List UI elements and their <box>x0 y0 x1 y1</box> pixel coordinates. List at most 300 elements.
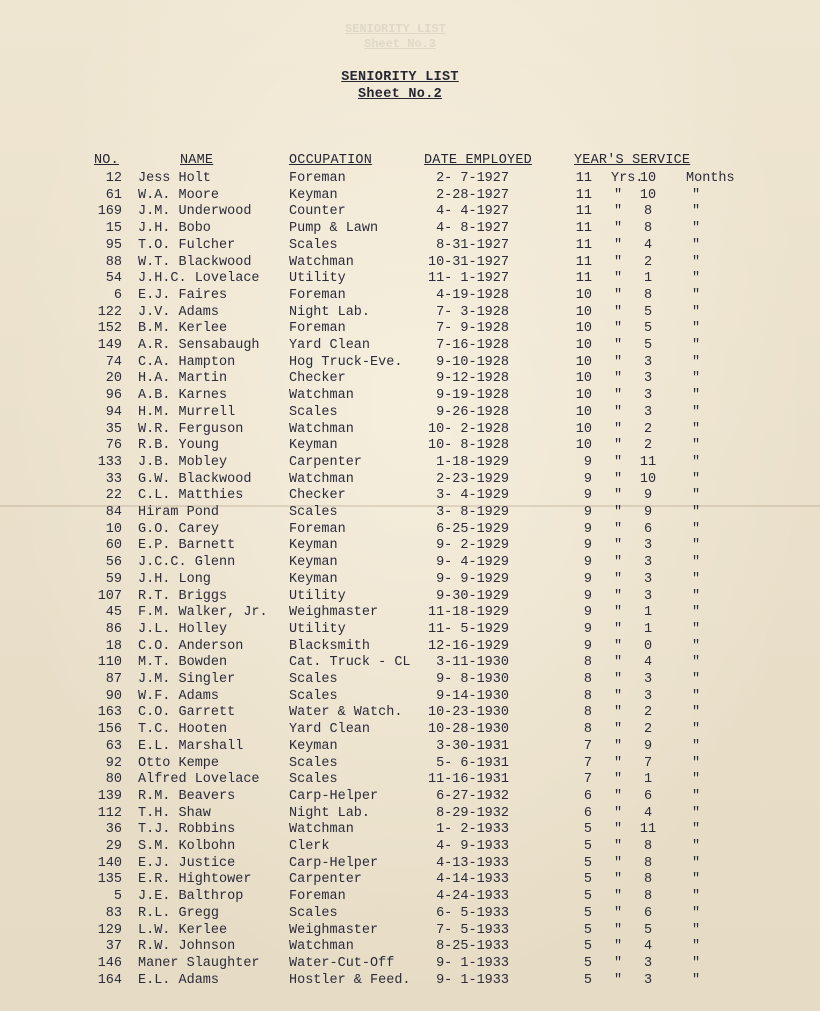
table-row <box>0 722 820 738</box>
months-unit: " <box>691 722 701 738</box>
employee-number: 107 <box>97 588 122 604</box>
employee-name: R.W. Johnson <box>138 939 236 955</box>
employee-number: 60 <box>105 538 122 554</box>
employee-name: T.C. Hooten <box>138 722 228 738</box>
employee-number: 139 <box>97 788 122 804</box>
date-employed: 10- 8-1928 <box>427 438 509 454</box>
years-count: 10 <box>575 388 592 404</box>
employee-name: H.M. Murrell <box>138 404 236 420</box>
years-unit: " <box>613 705 623 721</box>
occupation: Checker <box>289 371 346 387</box>
employee-number: 36 <box>105 822 122 838</box>
employee-name: L.W. Kerlee <box>138 922 228 938</box>
months-count: 0 <box>643 638 653 654</box>
occupation: Carpenter <box>289 872 362 888</box>
employee-name: C.O. Garrett <box>138 705 236 721</box>
employee-number: 169 <box>97 204 122 220</box>
document-title: SENIORITY LIST <box>341 70 459 85</box>
employee-number: 122 <box>97 304 122 320</box>
years-count: 5 <box>583 855 592 871</box>
occupation: Utility <box>289 621 346 637</box>
years-unit: " <box>613 538 623 554</box>
years-count: 8 <box>583 705 592 721</box>
months-count: 4 <box>643 939 653 955</box>
years-unit: " <box>613 889 623 905</box>
years-count: 5 <box>583 905 592 921</box>
employee-name: E.J. Justice <box>138 855 236 871</box>
date-employed: 8-29-1932 <box>436 805 509 821</box>
years-count: 8 <box>583 688 592 704</box>
months-unit: " <box>691 471 701 487</box>
date-employed: 11- 1-1927 <box>427 271 509 287</box>
months-count: 8 <box>643 889 653 905</box>
employee-number: 37 <box>105 939 122 955</box>
years-unit: " <box>613 621 623 637</box>
date-employed: 5- 6-1931 <box>436 755 509 771</box>
employee-number: 92 <box>105 755 122 771</box>
years-unit: " <box>613 788 623 804</box>
table-row <box>0 973 820 989</box>
table-row <box>0 856 820 872</box>
employee-name: C.O. Anderson <box>138 638 244 654</box>
date-employed: 1- 2-1933 <box>436 822 509 838</box>
employee-number: 56 <box>105 555 122 571</box>
employee-number: 61 <box>105 187 122 203</box>
employee-number: 29 <box>105 839 122 854</box>
occupation: Hostler & Feed. <box>289 972 411 988</box>
months-unit: " <box>691 521 701 537</box>
occupation: Cat. Truck - CL <box>289 655 411 671</box>
employee-name: T.O. Fulcher <box>138 237 236 253</box>
employee-number: 33 <box>105 471 122 487</box>
months-unit: " <box>691 538 701 554</box>
occupation: Water & Watch. <box>289 705 403 721</box>
employee-name: T.J. Robbins <box>138 822 236 838</box>
years-unit: " <box>613 304 623 320</box>
years-unit: " <box>613 605 623 621</box>
employee-name: H.A. Martin <box>138 371 228 387</box>
employee-name: Maner Slaughter <box>138 955 260 971</box>
years-unit: " <box>613 772 623 788</box>
years-unit: " <box>613 321 623 337</box>
months-unit: " <box>691 655 701 671</box>
date-employed: 3- 8-1929 <box>436 505 509 520</box>
employee-name: R.T. Briggs <box>138 588 228 604</box>
occupation: Counter <box>289 204 346 220</box>
date-employed: 4- 4-1927 <box>436 204 509 220</box>
employee-name: W.T. Blackwood <box>138 254 252 270</box>
months-count: 9 <box>643 738 653 754</box>
months-unit: " <box>691 939 701 955</box>
occupation: Night Lab. <box>289 805 371 821</box>
years-unit: " <box>613 388 623 404</box>
employee-number: 18 <box>105 638 122 654</box>
employee-number: 94 <box>105 404 122 420</box>
months-count: 6 <box>643 905 653 921</box>
employee-number: 22 <box>105 488 122 504</box>
months-count: 3 <box>643 955 653 971</box>
years-count: 10 <box>575 338 592 353</box>
employee-number: 20 <box>105 371 122 387</box>
employee-number: 6 <box>113 287 122 303</box>
months-unit: " <box>691 638 701 654</box>
years-unit: " <box>613 187 623 203</box>
years-count: 9 <box>583 471 592 487</box>
months-unit: " <box>691 839 701 854</box>
employee-number: 54 <box>105 271 122 287</box>
employee-name: C.A. Hampton <box>138 354 236 370</box>
months-unit: " <box>691 287 701 303</box>
years-count: 7 <box>583 755 592 771</box>
table-row <box>0 689 820 705</box>
employee-number: 10 <box>105 521 122 537</box>
years-count: 5 <box>583 839 592 854</box>
months-unit: " <box>691 271 701 287</box>
years-unit: " <box>613 672 623 687</box>
years-count: 5 <box>583 955 592 971</box>
table-row <box>0 204 820 220</box>
employee-name: Jess Holt <box>138 171 211 186</box>
occupation: Watchman <box>289 939 354 955</box>
occupation: Carp-Helper <box>289 855 379 871</box>
date-employed: 3-11-1930 <box>436 655 509 671</box>
months-count: 8 <box>643 872 653 888</box>
employee-name: J.C.C. Glenn <box>138 555 236 571</box>
employee-name: J.L. Holley <box>138 621 228 637</box>
months-count: 3 <box>643 538 653 554</box>
employee-name: Otto Kempe <box>138 755 220 771</box>
years-count: 11 <box>575 221 592 237</box>
occupation: Keyman <box>289 438 338 454</box>
years-unit: " <box>613 688 623 704</box>
years-unit: " <box>613 655 623 671</box>
years-unit: " <box>613 972 623 988</box>
occupation: Scales <box>289 905 338 921</box>
date-employed: 3- 4-1929 <box>436 488 509 504</box>
years-count: 8 <box>583 655 592 671</box>
table-row <box>0 639 820 655</box>
months-count: 9 <box>643 488 653 504</box>
years-count: 11 <box>575 271 592 287</box>
employee-name: T.H. Shaw <box>138 805 211 821</box>
date-employed: 9-14-1930 <box>436 688 509 704</box>
months-unit: " <box>691 321 701 337</box>
months-unit: " <box>691 605 701 621</box>
date-employed: 4- 8-1927 <box>436 221 509 237</box>
date-employed: 6-25-1929 <box>436 521 509 537</box>
table-row <box>0 255 820 271</box>
months-count: 8 <box>643 839 653 854</box>
table-row <box>0 271 820 287</box>
years-count: 5 <box>583 889 592 905</box>
occupation: Scales <box>289 672 338 687</box>
years-unit: " <box>613 905 623 921</box>
date-employed: 4-13-1933 <box>436 855 509 871</box>
table-row <box>0 705 820 721</box>
years-count: 8 <box>583 672 592 687</box>
table-row <box>0 572 820 588</box>
header-name: NAME <box>180 153 214 168</box>
years-unit: " <box>613 204 623 220</box>
years-unit: " <box>613 287 623 303</box>
occupation: Watchman <box>289 254 354 270</box>
employee-number: 90 <box>105 688 122 704</box>
table-row <box>0 622 820 638</box>
occupation: Scales <box>289 404 338 420</box>
occupation: Carpenter <box>289 454 362 470</box>
header-no: NO. <box>94 153 119 168</box>
date-employed: 2-23-1929 <box>436 471 509 487</box>
years-count: 9 <box>583 538 592 554</box>
employee-name: R.L. Gregg <box>138 905 220 921</box>
occupation: Watchman <box>289 421 354 437</box>
months-unit: " <box>691 388 701 404</box>
employee-name: G.O. Carey <box>138 521 220 537</box>
date-employed: 4- 9-1933 <box>436 839 509 854</box>
years-unit: " <box>613 571 623 587</box>
months-unit: " <box>691 688 701 704</box>
table-row <box>0 171 820 187</box>
months-count: 3 <box>643 588 653 604</box>
months-count: 10 <box>639 171 657 186</box>
occupation: Weighmaster <box>289 922 379 938</box>
months-count: 11 <box>639 822 657 838</box>
date-employed: 11-16-1931 <box>427 772 509 788</box>
employee-number: 140 <box>97 855 122 871</box>
employee-name: Alfred Lovelace <box>138 772 260 788</box>
table-row <box>0 288 820 304</box>
months-count: 3 <box>643 688 653 704</box>
table-row <box>0 589 820 605</box>
years-unit: Yrs. <box>611 171 644 186</box>
months-unit: " <box>691 354 701 370</box>
table-row <box>0 371 820 387</box>
months-count: 4 <box>643 237 653 253</box>
table-row <box>0 488 820 504</box>
date-employed: 3-30-1931 <box>436 738 509 754</box>
months-count: 4 <box>643 805 653 821</box>
employee-name: M.T. Bowden <box>138 655 228 671</box>
months-unit: " <box>691 955 701 971</box>
employee-name: R.B. Young <box>138 438 220 454</box>
employee-number: 110 <box>97 655 122 671</box>
date-employed: 11- 5-1929 <box>427 621 509 637</box>
years-count: 10 <box>575 438 592 454</box>
table-row <box>0 422 820 438</box>
occupation: Keyman <box>289 187 338 203</box>
months-unit: " <box>691 254 701 270</box>
header-date-employed: DATE EMPLOYED <box>424 153 532 168</box>
date-employed: 9-19-1928 <box>436 388 509 404</box>
table-row <box>0 889 820 905</box>
occupation: Checker <box>289 488 346 504</box>
date-employed: 9- 8-1930 <box>436 672 509 687</box>
employee-name: E.R. Hightower <box>138 872 252 888</box>
employee-name: A.B. Karnes <box>138 388 228 404</box>
date-employed: 9-12-1928 <box>436 371 509 387</box>
employee-number: 74 <box>105 354 122 370</box>
employee-number: 146 <box>97 955 122 971</box>
employee-name: J.E. Balthrop <box>138 889 244 905</box>
years-unit: " <box>613 922 623 938</box>
employee-number: 152 <box>97 321 122 337</box>
employee-name: G.W. Blackwood <box>138 471 252 487</box>
sheet-number: Sheet No.2 <box>357 87 442 102</box>
months-count: 3 <box>643 404 653 420</box>
months-unit: " <box>691 588 701 604</box>
employee-name: A.R. Sensabaugh <box>138 338 260 353</box>
date-employed: 7- 5-1933 <box>436 922 509 938</box>
date-employed: 2- 7-1927 <box>436 171 509 186</box>
months-count: 2 <box>643 421 653 437</box>
employee-number: 163 <box>97 705 122 721</box>
months-count: 3 <box>643 388 653 404</box>
date-employed: 8-31-1927 <box>436 237 509 253</box>
years-count: 10 <box>575 304 592 320</box>
years-count: 11 <box>575 171 592 186</box>
employee-number: 45 <box>105 605 122 621</box>
occupation: Foreman <box>289 321 346 337</box>
months-count: 5 <box>643 321 653 337</box>
employee-number: 129 <box>97 922 122 938</box>
months-unit: " <box>691 187 701 203</box>
table-row <box>0 872 820 888</box>
occupation: Carp-Helper <box>289 788 379 804</box>
years-unit: " <box>613 555 623 571</box>
months-count: 1 <box>643 772 653 788</box>
employee-number: 135 <box>97 872 122 888</box>
months-unit: " <box>691 454 701 470</box>
employee-name: F.M. Walker, Jr. <box>138 605 268 621</box>
occupation: Scales <box>289 237 338 253</box>
months-unit: " <box>691 822 701 838</box>
employee-number: 88 <box>105 254 122 270</box>
years-unit: " <box>613 454 623 470</box>
employee-name: W.F. Adams <box>138 688 220 704</box>
date-employed: 9-30-1929 <box>436 588 509 604</box>
months-count: 1 <box>643 271 653 287</box>
years-unit: " <box>613 271 623 287</box>
table-row <box>0 405 820 421</box>
employee-name: B.M. Kerlee <box>138 321 228 337</box>
months-unit: Months <box>686 171 735 186</box>
employee-number: 12 <box>105 171 122 186</box>
occupation: Scales <box>289 688 338 704</box>
years-count: 7 <box>583 738 592 754</box>
years-count: 9 <box>583 488 592 504</box>
months-count: 6 <box>643 788 653 804</box>
date-employed: 6- 5-1933 <box>436 905 509 921</box>
years-unit: " <box>613 237 623 253</box>
years-count: 5 <box>583 939 592 955</box>
months-unit: " <box>691 404 701 420</box>
date-employed: 7-16-1928 <box>436 338 509 353</box>
years-unit: " <box>613 939 623 955</box>
years-count: 5 <box>583 922 592 938</box>
employee-name: E.L. Marshall <box>138 738 244 754</box>
employee-number: 80 <box>105 772 122 788</box>
employee-number: 15 <box>105 221 122 237</box>
months-count: 8 <box>643 287 653 303</box>
years-unit: " <box>613 588 623 604</box>
table-row <box>0 455 820 471</box>
date-employed: 4-24-1933 <box>436 889 509 905</box>
years-count: 5 <box>583 822 592 838</box>
years-unit: " <box>613 421 623 437</box>
employee-number: 95 <box>105 237 122 253</box>
years-unit: " <box>613 722 623 738</box>
months-unit: " <box>691 755 701 771</box>
months-count: 11 <box>639 454 657 470</box>
months-count: 9 <box>643 505 653 520</box>
years-unit: " <box>613 488 623 504</box>
occupation: Weighmaster <box>289 605 379 621</box>
months-unit: " <box>691 905 701 921</box>
table-row <box>0 438 820 454</box>
date-employed: 9-26-1928 <box>436 404 509 420</box>
occupation: Water-Cut-Off <box>289 955 395 971</box>
table-row <box>0 739 820 755</box>
months-unit: " <box>691 855 701 871</box>
months-unit: " <box>691 237 701 253</box>
occupation: Night Lab. <box>289 304 371 320</box>
years-count: 10 <box>575 421 592 437</box>
months-unit: " <box>691 772 701 788</box>
months-count: 8 <box>643 855 653 871</box>
years-unit: " <box>613 755 623 771</box>
years-count: 5 <box>583 972 592 988</box>
employee-name: J.V. Adams <box>138 304 220 320</box>
months-count: 10 <box>639 471 657 487</box>
months-unit: " <box>691 304 701 320</box>
occupation: Utility <box>289 271 346 287</box>
employee-number: 59 <box>105 571 122 587</box>
years-unit: " <box>613 354 623 370</box>
table-row <box>0 355 820 371</box>
date-employed: 9-10-1928 <box>436 354 509 370</box>
years-count: 9 <box>583 571 592 587</box>
occupation: Keyman <box>289 738 338 754</box>
months-unit: " <box>691 621 701 637</box>
months-unit: " <box>691 738 701 754</box>
table-row <box>0 538 820 554</box>
employee-name: Hiram Pond <box>138 505 220 520</box>
occupation: Watchman <box>289 388 354 404</box>
table-row <box>0 956 820 972</box>
months-count: 7 <box>643 755 653 771</box>
years-unit: " <box>613 471 623 487</box>
occupation: Keyman <box>289 571 338 587</box>
months-count: 3 <box>643 672 653 687</box>
occupation: Watchman <box>289 822 354 838</box>
table-row <box>0 789 820 805</box>
occupation: Watchman <box>289 471 354 487</box>
years-count: 9 <box>583 621 592 637</box>
years-unit: " <box>613 872 623 888</box>
years-count: 10 <box>575 404 592 420</box>
months-unit: " <box>691 555 701 571</box>
employee-number: 156 <box>97 722 122 738</box>
employee-number: 87 <box>105 672 122 687</box>
years-count: 9 <box>583 555 592 571</box>
employee-name: S.M. Kolbohn <box>138 839 236 854</box>
table-row <box>0 756 820 772</box>
date-employed: 11-18-1929 <box>427 605 509 621</box>
occupation: Foreman <box>289 889 346 905</box>
employee-name: J.H.C. Lovelace <box>138 271 260 287</box>
table-row <box>0 555 820 571</box>
months-count: 8 <box>643 221 653 237</box>
